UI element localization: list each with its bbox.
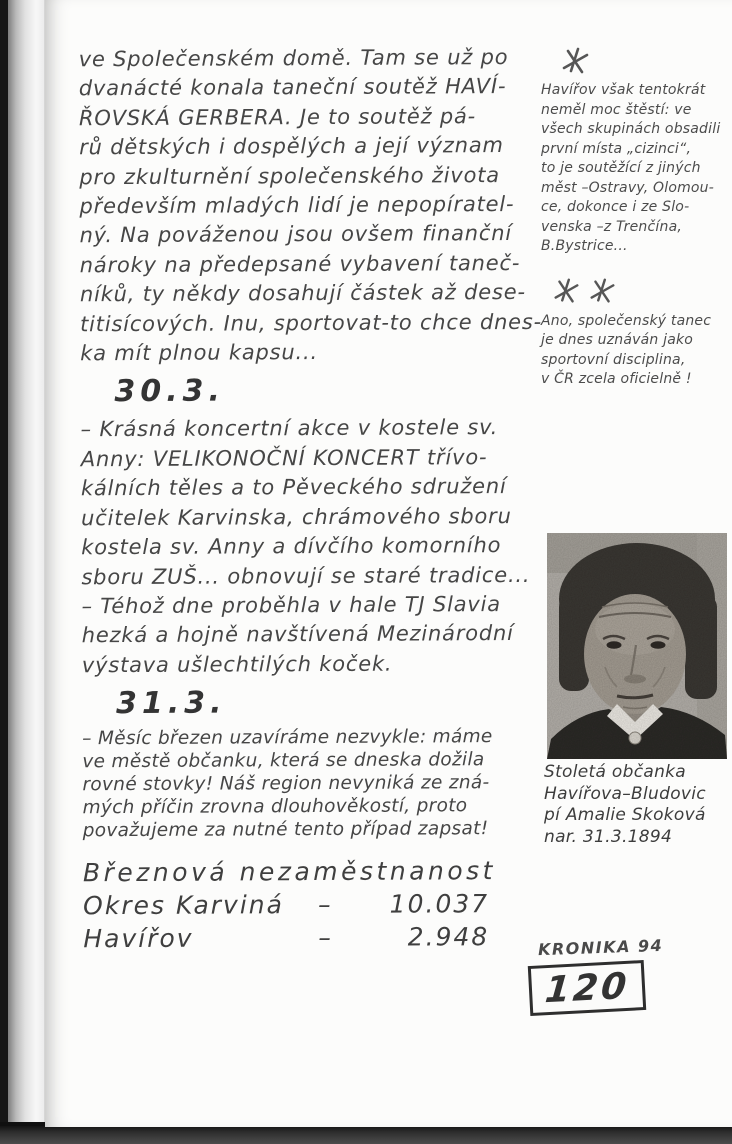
chronicle-label: KRONIKA 94 xyxy=(537,935,664,960)
paragraph-dance-competition xyxy=(79,43,563,369)
text-line: – Měsíc březen uzavíráme nezvykle: máme xyxy=(82,726,493,750)
footnote-marker-single xyxy=(541,44,731,78)
text-line: kostela sv. Anny a dívčího komorního xyxy=(81,533,502,560)
stats-row-havirov xyxy=(83,920,565,956)
note-line: B.Bystrice... xyxy=(541,238,628,254)
text-line: mých příčin zrovna dlouhověkostí, proto xyxy=(82,795,468,819)
note-line: je dnes uznáván jako xyxy=(541,332,694,348)
stats-row-okres-karvina xyxy=(83,887,565,923)
chronicle-page xyxy=(45,0,732,1127)
unemployment-stats xyxy=(83,854,566,956)
text-line: učitelek Karvinska, chrámového sboru xyxy=(81,503,512,530)
photo-caption xyxy=(544,762,732,848)
text-line: dvanácté konala taneční soutěž HAVÍ- xyxy=(78,74,507,101)
caption-line: Stoletá občanka xyxy=(544,762,687,782)
text-line: níků, ty někdy dosahují částek až dese- xyxy=(79,280,526,307)
note-line: první místa „cizinci“, xyxy=(541,140,692,157)
text-line: ve městě občanku, která se dneska dožila xyxy=(82,749,485,773)
text-line: rů dětských i dospělých a její význam xyxy=(79,133,504,160)
elderly-woman-portrait xyxy=(547,533,727,759)
margin-note-ballroom-dance xyxy=(541,312,731,390)
caption-line: nar. 31.3.1894 xyxy=(544,826,673,847)
note-line: Havířov však tentokrát xyxy=(541,82,706,98)
text-line: ný. Na pováženou jsou ovšem finanční xyxy=(79,221,513,248)
stats-title: Březnová nezaměstnanost xyxy=(82,856,497,888)
date-heading-30-3: 30.3. xyxy=(114,373,225,410)
text-line: nároky na předepsané vybavení taneč- xyxy=(79,250,521,278)
note-line: v ČR zcela oficielně ! xyxy=(541,371,692,387)
main-text-column xyxy=(79,43,566,956)
stats-label: Okres Karviná xyxy=(83,890,284,921)
caption-line: pí Amalie Skoková xyxy=(544,805,706,825)
text-line: ve Společenském domě. Tam se už po xyxy=(78,45,509,72)
note-line: měst –Ostravy, Olomou- xyxy=(541,179,715,196)
note-line: Ano, společenský tanec xyxy=(541,312,712,329)
date-heading-31-3: 31.3. xyxy=(115,685,227,722)
text-line: – Téhož dne proběhla v hale TJ Slavia xyxy=(81,591,501,619)
text-line: titisícových. Inu, sportovat-to chce dnes- xyxy=(80,309,543,336)
text-line: rovné stovky! Náš region nevyniká ze zná- xyxy=(82,772,490,796)
centenarian-portrait-photo xyxy=(547,533,727,759)
text-line: kálních těles a to Pěveckého sdružení xyxy=(80,474,507,501)
asterisk-icon xyxy=(587,276,617,306)
text-line: ŘOVSKÁ GERBERA. Je to soutěž pá- xyxy=(78,104,477,131)
note-line: ce, dokonce i ze Slo- xyxy=(541,199,690,215)
text-line: – Krásná koncertní akce v kostele sv. xyxy=(80,415,499,442)
stats-dash: – xyxy=(318,890,333,920)
paragraph-concert-and-cat-show xyxy=(81,413,564,680)
stats-dash: – xyxy=(318,923,333,953)
text-line: sboru ZUŠ... obnovují se staré tradice... xyxy=(81,562,531,589)
book-binding-edge xyxy=(0,0,8,1144)
margin-notes-column xyxy=(541,44,731,390)
note-line: sportovní disciplina, xyxy=(541,351,686,368)
page-number-box xyxy=(528,960,646,1016)
text-line: pro zkulturnění společenského života xyxy=(79,162,500,189)
footnote-marker-double xyxy=(541,274,731,308)
margin-note-dance-results xyxy=(541,81,731,257)
stats-value: 10.037 xyxy=(389,889,490,919)
note-line: venska –z Trenčína, xyxy=(541,218,682,235)
text-line: výstava ušlechtilých koček. xyxy=(81,651,393,677)
stats-value: 2.948 xyxy=(407,922,490,952)
text-line: Anny: VELIKONOČNÍ KONCERT třívo- xyxy=(80,445,488,472)
stats-label: Havířov xyxy=(83,923,194,954)
note-line: neměl moc štěstí: ve xyxy=(541,101,692,118)
scan-bottom-strip xyxy=(0,1126,732,1144)
text-line: především mladých lidí je nepopíratel- xyxy=(79,192,515,219)
note-line: všech skupinách obsadili xyxy=(541,121,721,137)
page-number: 120 xyxy=(543,965,631,1011)
page-stack-edge xyxy=(8,0,45,1128)
text-line: ka mít plnou kapsu... xyxy=(80,340,318,366)
paragraph-centenarian xyxy=(82,725,565,843)
asterisk-icon xyxy=(559,45,591,77)
caption-line: Havířova–Bludovic xyxy=(544,783,706,804)
text-line: hezká a hojně navštívená Mezinárodní xyxy=(81,621,514,648)
asterisk-icon xyxy=(551,276,581,306)
text-line: považujeme za nutné tento případ zapsat! xyxy=(82,818,489,842)
note-line: to je soutěžící z jiných xyxy=(541,160,701,176)
